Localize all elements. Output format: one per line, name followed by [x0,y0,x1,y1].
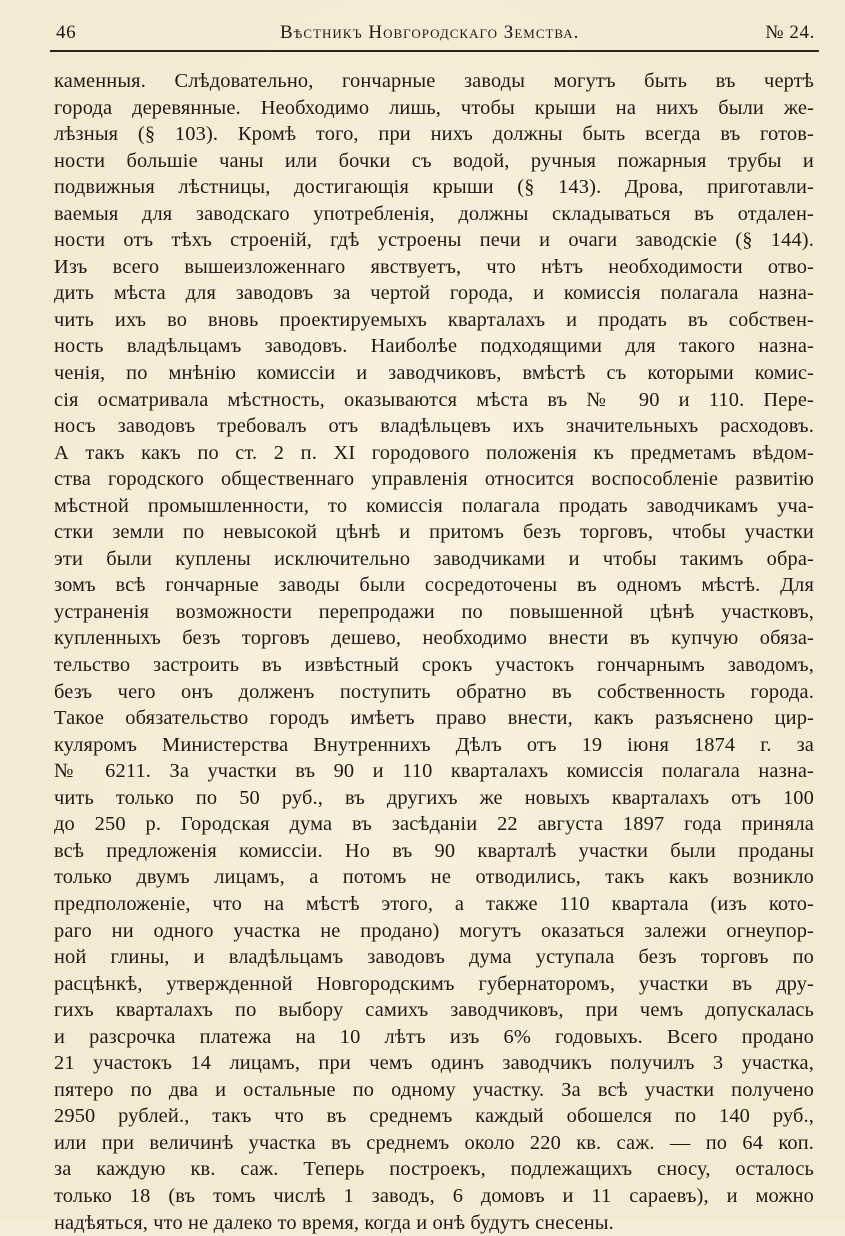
text-line: лѣзныя (§ 103). Кромѣ того, при нихъ должны быть всегда въ готов- [54,123,814,146]
text-line: Такое обязательство городъ имѣетъ право внести, какъ разъяснено цир- [54,707,814,730]
text-line: стки земли по невысокой цѣнѣ и притомъ безъ торговъ, чтобы участки [54,521,814,544]
text-line: носъ заводовъ требовалъ отъ владѣльцевъ ихъ значительныхъ расходовъ. [54,415,814,438]
text-line: ваемыя для заводскаго употребленія, должны складываться въ отдален- [54,202,814,225]
text-line: всѣ предложенія комиссіи. Но въ 90 кварталѣ участки были проданы [54,839,814,862]
header-rule [50,50,819,52]
text-line: раго ни одного участка не продано) могутъ оказаться залежи огнеупор- [54,919,814,942]
text-line: и разсрочка платежа на 10 лѣтъ изъ 6% годовыхъ. Всего продано [54,1025,814,1048]
text-line: или при величинѣ участка въ среднемъ около 220 кв. саж. — по 64 коп. [54,1131,814,1154]
text-line: 2950 рублей., такъ что въ среднемъ каждый обошелся по 140 руб., [54,1105,814,1128]
text-line: ства городского общественнаго управленія относится воспособленіе развитію [54,468,814,491]
text-line: каменныя. Слѣдовательно, гончарные заводы могутъ быть въ чертѣ [54,70,814,92]
text-line: до 250 р. Городская дума въ засѣданіи 22 августа 1897 года приняла [54,813,814,836]
text-line: ность владѣльцамъ заводовъ. Наиболѣе подходящими для такого назна- [54,335,814,358]
text-line: зомъ всѣ гончарные заводы были сосредоточены въ одномъ мѣстѣ. Для [54,574,814,597]
text-line: безъ чего онъ долженъ поступить обратно въ собственность города. [54,680,814,703]
text-line: эти были куплены исключительно заводчиками и чтобы такимъ обра- [54,547,814,570]
text-line: ной глины, и владѣльцамъ заводовъ дума уступала безъ торговъ по [54,946,814,969]
text-line: предположеніе, что на мѣстѣ этого, а также 110 квартала (изъ кото- [54,892,814,915]
text-line: дить мѣста для заводовъ за чертой города, и комиссія полагала назна- [54,282,814,305]
text-line: куляромъ Министерства Внутреннихъ Дѣлъ отъ 19 іюня 1874 г. за [54,733,814,756]
text-line: ности большіе чаны или бочки съ водой, ручныя пожарныя трубы и [54,149,814,172]
text-line: устраненія возможности перепродажи по повышенной цѣнѣ участковъ, [54,600,814,623]
text-line: только 18 (въ томъ числѣ 1 заводъ, 6 домовъ и 11 сараевъ), и можно [54,1184,814,1207]
text-line: расцѣнкѣ, утвержденной Новгородскимъ губернаторомъ, участки въ дру- [54,972,814,995]
text-line: гихъ кварталахъ по выбору самихъ заводчиковъ, при чемъ допускалась [54,999,814,1022]
issue-number: № 24. [765,22,815,43]
running-header [56,20,815,50]
text-line: подвижныя лѣстницы, достигающія крыши (§ 143). Дрова, приготавли- [54,176,814,199]
text-line: 21 участокъ 14 лицамъ, при чемъ одинъ заводчикъ получилъ 3 участка, [54,1052,814,1075]
text-line: ченія, по мнѣнію комиссіи и заводчиковъ, вмѣстѣ съ которыми комис- [54,362,814,385]
text-line: города деревянные. Необходимо лишь, чтобы крыши на нихъ были же- [54,96,814,119]
text-line: ности отъ тѣхъ строеній, гдѣ устроены печи и очаги заводскіе (§ 144). [54,229,814,252]
text-line: сія осматривала мѣстность, оказываются мѣста въ № 90 и 110. Пере- [54,388,814,411]
text-line: № 6211. За участки въ 90 и 110 кварталахъ комиссія полагала назна- [54,760,814,783]
journal-title: Вѣстникъ Новгородскаго Земства. [280,22,580,43]
body-text [54,68,814,1236]
text-line: тельство застроить въ извѣстный срокъ участокъ гончарнымъ заводомъ, [54,654,814,677]
text-line: только двумъ лицамъ, а потомъ не отводились, такъ какъ возникло [54,866,814,889]
text-line: мѣстной промышленности, то комиссія полагала продать заводчикамъ уча- [54,494,814,517]
text-line: чить ихъ во вновь проектируемыхъ кварталахъ и продать въ собствен- [54,308,814,331]
page-number: 46 [56,22,77,43]
text-line: пятеро по два и остальные по одному участку. За всѣ участки получено [54,1078,814,1101]
text-line: за каждую кв. саж. Теперь построекъ, подлежащихъ сносу, осталось [54,1158,814,1181]
text-line: купленныхъ безъ торговъ дешево, необходимо внести въ купчую обяза- [54,627,814,650]
text-line: А такъ какъ по ст. 2 п. XI городового положенія къ предметамъ вѣдом- [54,441,814,464]
text-line: Изъ всего вышеизложеннаго явствуетъ, что нѣтъ необходимости отво- [54,255,814,278]
text-line: чить только по 50 руб., въ другихъ же новыхъ кварталахъ отъ 100 [54,786,814,809]
text-line: надѣяться, что не далеко то время, когда и онѣ будутъ снесены. [54,1211,614,1234]
